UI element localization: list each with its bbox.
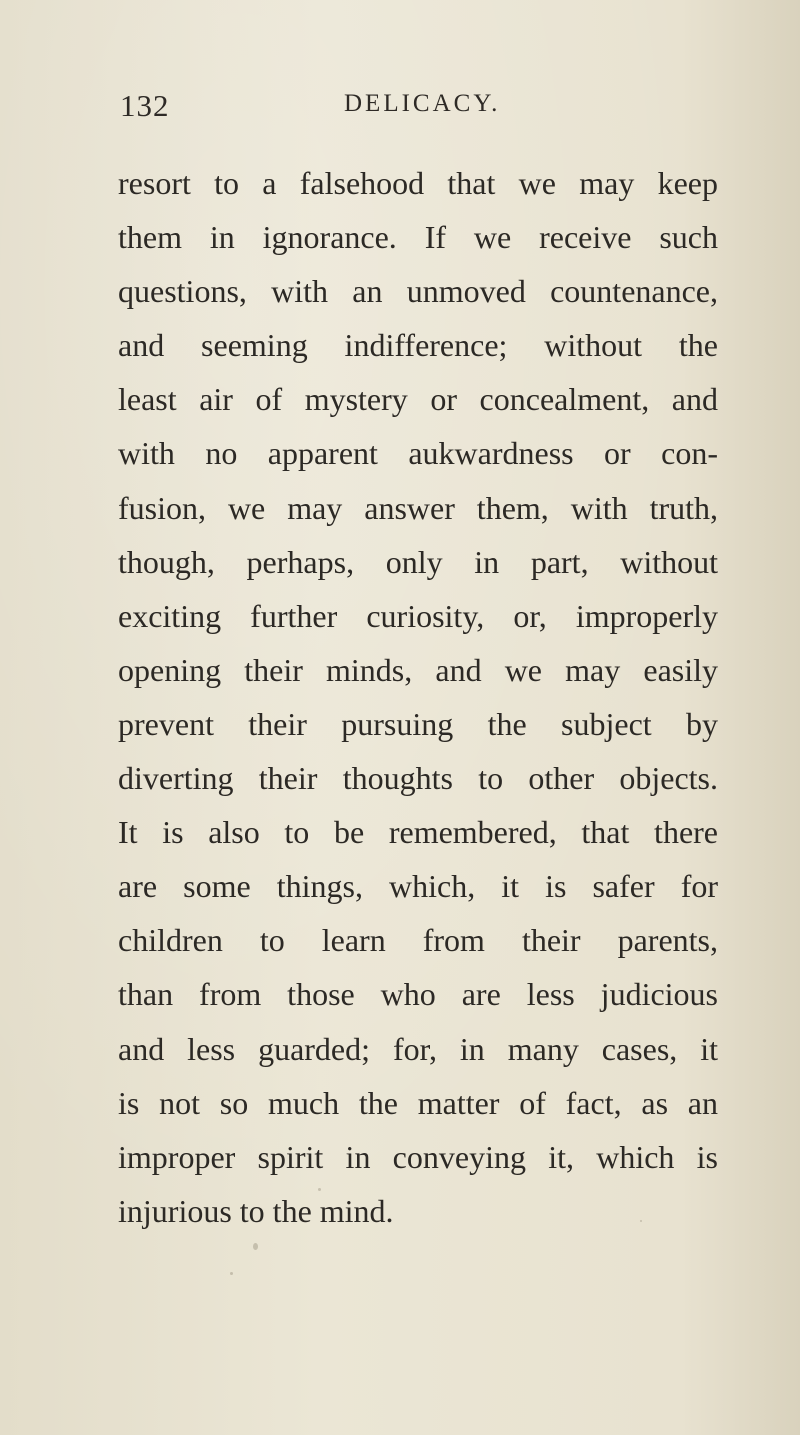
text-line: are some things, which, it is safer for xyxy=(118,868,718,905)
text-line: questions, with an unmoved countenance, xyxy=(118,273,718,310)
text-line: improper spirit in conveying it, which is xyxy=(118,1138,718,1175)
text-line: opening their minds, and we may easily xyxy=(118,651,718,688)
text-line: with no apparent aukwardness or con- xyxy=(118,435,718,472)
text-line: resort to a falsehood that we may keep xyxy=(118,165,718,201)
text-line: injurious to the mind. xyxy=(118,1192,394,1229)
page-number: 132 xyxy=(120,88,170,123)
running-head xyxy=(120,88,640,128)
text-line: It is also to be remembered, that there xyxy=(118,814,718,851)
text-line: and less guarded; for, in many cases, it xyxy=(118,1030,718,1067)
paper-speck xyxy=(640,1220,642,1222)
paper-speck xyxy=(253,1243,258,1250)
text-line: diverting their thoughts to other objects. xyxy=(118,760,718,797)
text-line: though, perhaps, only in part, without xyxy=(118,543,718,580)
text-line: fusion, we may answer them, with truth, xyxy=(118,489,718,526)
paper-speck xyxy=(318,1188,321,1191)
text-line: and seeming indifference; without the xyxy=(118,327,718,364)
text-line: is not so much the matter of fact, as an xyxy=(118,1084,718,1121)
text-line: than from those who are less judicious xyxy=(118,976,718,1013)
text-line: exciting further curiosity, or, improperly xyxy=(118,597,718,634)
running-title: DELICACY. xyxy=(344,90,501,117)
text-line: children to learn from their parents, xyxy=(118,922,718,959)
body-text xyxy=(118,156,718,1238)
text-line: least air of mystery or concealment, and xyxy=(118,381,718,418)
text-line: them in ignorance. If we receive such xyxy=(118,219,718,256)
paper-speck xyxy=(230,1272,233,1275)
text-line: prevent their pursuing the subject by xyxy=(118,705,718,742)
